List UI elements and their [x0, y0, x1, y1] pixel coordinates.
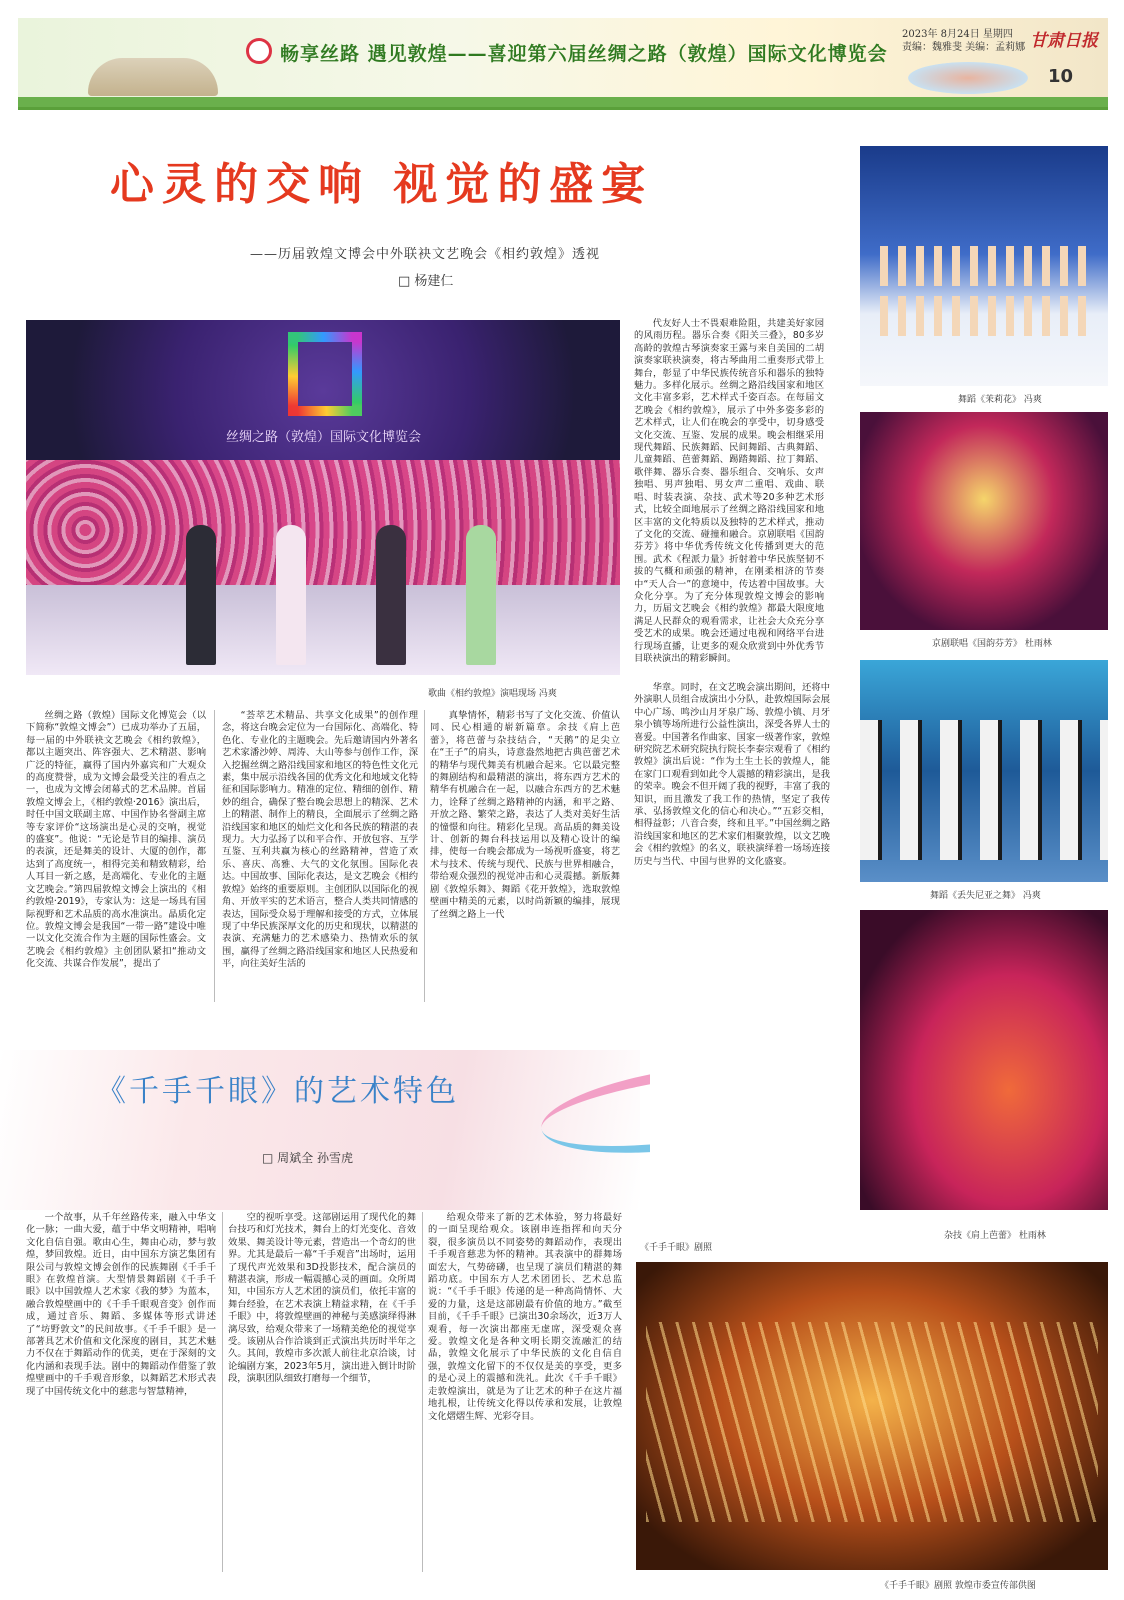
photo-caption: 《千手千眼》剧照 — [640, 1243, 713, 1253]
article-column-4: 代友好人士不畏艰难险阻，共建美好家园的风雨历程。器乐合奏《阳关三叠》，80多岁高龄的敦煌古琴演奏家王露与来自美国的二胡演奏家联袂演奏，将古琴曲用二重奏形式带上舞台，彰显了中华民族传统音乐和器乐的独特魅力。多样化展示。丝绸之路沿线国家和地区文化丰富多彩，艺术样式千姿百态。在每届文艺晚会《相约敦煌》，展示了中外多姿多彩的艺术样式，让人们在晚会的享受中，切身感受文化交流、互鉴、发展的成果。晚会相继采用现代舞蹈、民族舞蹈、民间舞蹈、古典舞蹈、儿童舞蹈、芭蕾舞蹈、踢踏舞蹈、拉丁舞蹈、歌伴舞、器乐合奏、器乐组合、交响乐、女声独唱、男声独唱、男女声二重唱、戏曲、联唱、时装表演、杂技、武术等20多种艺术形式，比较全面地展示了丝绸之路沿线国家和地区丰富的文化特质以及独特的艺术样式，推动了文化的交流、碰撞和融合。京剧联唱《国韵芬芳》将中华优秀传统文化传播到更大的范围。武术《程派力量》折射着中华民族坚韧不拔的气概和顽强的精神，在刚柔相济的节奏中“天人合一”的意境中，传达着中国故事。大众化分享。为了充分体现敦煌文博会的影响力，历届文艺晚会《相约敦煌》都最大限度地满足人民群众的观看需求，让社会大众充分享受艺术的成果。晚会还通过电视和网络平台进行现场直播，让更多的观众欣赏到中外优秀节目联袂演出的精彩瞬间。 — [634, 318, 824, 664]
article2-column-2: 空的视听享受。这部剧运用了现代化的舞台技巧和灯光技术，舞台上的灯光变化、音效效果、舞美设计等元素，营造出一个奇幻的世界。尤其是最后一幕“千手观音”出场时，运用了现代声光效果和3D投影技术，配合演员的精湛表演，形成一幅震撼心灵的画面。众所周知，中国东方人艺术团的演员们，依托丰富的舞台经验，在艺术表演上精益求精，在《千手千眼》中，将敦煌壁画的神秘与美感演绎得淋漓尽致，给观众带来了一场精美绝伦的视觉享受。该剧从合作洽谈到正式演出共历时半年之久。其间，敦煌市多次派人前往北京洽谈，讨论编剧方案，2023年5月，演出进入倒计时阶段，演职团队细致打磨每一个细节， — [228, 1212, 416, 1385]
photo-caption: 京剧联唱《国韵芬芳》 杜雨林 — [932, 639, 1052, 649]
issue-editors: 责编：魏雅斐 美编：孟莉娜 — [902, 42, 1026, 53]
expo-logo-mark — [288, 332, 362, 416]
article-column-5: 华章。同时，在文艺晚会演出期间，还将中外演职人员组合成演出小分队，赴敦煌国际会展中心广场、鸣沙山月牙泉广场、敦煌小镇、月牙泉小镇等场所进行公益性演出，深受各界人士的喜爱。中国著名作曲家、国家一级著作家，敦煌研究院艺术研究院执行院长李泰宗观看了《相约敦煌》演出后说：“作为土生土长的敦煌人，能在家门口观看到如此令人震撼的精彩演出，是我的荣幸。晚会不但开阔了我的视野，丰富了我的知识，而且激发了我工作的热情，坚定了我传承、弘扬敦煌文化的信心和决心。”“五彩交相，相得益彰；八音合奏，终和且平。”中国丝绸之路沿线国家和地区的艺术家们相聚敦煌，以文艺晚会《相约敦煌》的名义，联袂演绎着一场场连接历史与当代、中国与世界的文化盛宴。 — [634, 682, 830, 867]
article-title: 心灵的交响 视觉的盛宴 — [110, 159, 654, 210]
issue-meta — [902, 28, 1025, 54]
expo-emblem-icon — [246, 38, 272, 64]
expo-hall-illustration — [88, 58, 218, 96]
page-number: 10 — [1048, 66, 1074, 87]
performer — [376, 525, 406, 665]
stage-flower-field — [26, 460, 620, 600]
stage-floor — [26, 585, 620, 675]
section-title: 《千手千眼》的艺术特色 — [96, 1074, 459, 1109]
dancer-row — [880, 296, 1090, 336]
banner-grass-strip — [18, 97, 1108, 107]
stage-logo-text: 丝绸之路（敦煌）国际文化博览会 — [226, 430, 422, 445]
article-byline: □ 杨建仁 — [398, 274, 454, 289]
article-column-2: “荟萃艺术精品、共享文化成果”的创作理念，将这台晚会定位为一台国际化、高端化、特色化、专业化的主题晚会。先后邀请国内外著名艺术家潘沙婷、周涛、大山等参与创作工作，深入挖掘丝绸之路沿线国家和地区的特色性文化元素，集中展示沿线各国的优秀文化和地域文化特征和国际影响力。精准的定位、精细的创作、精妙的组合，确保了整台晚会思想上的精深、艺术上的精湛、制作上的精良，全面展示了丝绸之路沿线国家和地区的灿烂文化和各民族的精湛的表现力。大力弘扬了以和平合作、开放包容、互学互鉴、互利共赢为核心的丝路精神，营造了欢乐、喜庆、高雅、大气的文化氛围。国际化表达。中国故事、国际化表达，是文艺晚会《相约敦煌》始终的重要原则。主创团队以国际化的视角、开放平实的艺术语言，整合人类共同情感的表达，国际受众易于理解和接受的方式，立体展现了中华民族深厚文化的历史和现状，以精湛的表演、充满魅力的艺术感染力、热情欢乐的氛围，赢得了丝绸之路沿线国家和地区人民热爱和平，向往美好生活的 — [222, 710, 418, 970]
page-header-banner — [18, 18, 1108, 110]
photo-ribbon-dance — [860, 660, 1108, 882]
photo-stage-performance — [26, 320, 620, 675]
article-subtitle: ——历届敦煌文博会中外联袂文艺晚会《相约敦煌》透视 — [250, 247, 601, 262]
column-divider — [424, 710, 425, 1002]
banner-title: 畅享丝路 遇见敦煌——喜迎第六届丝绸之路（敦煌）国际文化博览会 — [280, 43, 888, 65]
apsara-illustration — [908, 62, 1028, 94]
photo-caption: 歌曲《相约敦煌》演唱现场 冯爽 — [428, 689, 557, 699]
ribbon-swirl — [540, 1048, 650, 1169]
article2-column-1: 一个故事，从千年丝路传来，融入中华文化一脉；一曲大爱，蕴于中华文明精神，唱响文化自信自强。歌由心生，舞由心动，梦与敦煌，梦回敦煌。近日，由中国东方演艺集团有限公司与敦煌文博会创作的民族舞剧《千手千眼》在敦煌首演。大型情景舞蹈剧《千手千眼》以中国敦煌人艺术家《我的梦》为蓝本，融合敦煌壁画中的《千手千眼观音变》创作而成，通过音乐、舞蹈、多媒体等形式讲述了“坊野敦文”的民间故事。《千手千眼》是一部著具艺术价值和文化深度的剧目，其艺术魅力不仅在于舞蹈动作的优美，更在于深刻的文化内涵和表现手法。剧中的舞蹈动作借鉴了敦煌壁画中的千手观音形象，以舞蹈艺术形式表现了中国传统文化中的慈悲与智慧精神， — [26, 1212, 216, 1397]
paper-logo: 甘肃日报 — [1030, 31, 1098, 51]
article2-column-3: 给观众带来了新的艺术体验，努力将最好的一面呈现给观众。该剧串连指挥和向天分裂，很多演员以不同姿势的舞蹈动作，表现出千手观音慈悲为怀的精神。其表演中的群舞场面宏大，气势磅礴，也呈现了演员们精湛的舞蹈功底。中国东方人艺术团团长、艺术总监说：“《千手千眼》传递的是一种高尚情怀、大爱的力量，这是这部剧最有价值的地方。”截至目前，《千手千眼》已演出30余场次，近3万人观看，每一次演出都座无虚席，深受观众喜爱。敦煌文化是各种文明长期交流融汇的结晶，敦煌文化展示了中华民族的文化自信自强，敦煌文化留下的不仅仅是美的享受，更多的是心灵上的震撼和洗礼。此次《千手千眼》走敦煌演出，就是为了让艺术的种子在这片福地扎根，让传统文化得以传承和发展，让敦煌文化熠熠生辉、光彩夺目。 — [428, 1212, 622, 1422]
photo-acrobatic-ballet — [860, 910, 1108, 1210]
photo-apsara-ribbon — [540, 1038, 650, 1238]
column-divider — [422, 1212, 423, 1572]
photo-jasmine-dance — [860, 146, 1108, 386]
article-column-3: 真挚情怀，精彩书写了文化交流、价值认同、民心相通的崭新篇章。余技《肩上芭蕾》，将芭蕾与杂技结合，“天鹅”的足尖立在“王子”的肩头，诗意盎然地把古典芭蕾艺术的精华与现代舞美有机融合起来。它以最完整的舞剧结构和最精湛的演出，将东西方艺术的精华有机融合在一起，以融合东西方的艺术魅力，诠释了丝绸之路精神的内涵，和平之路、开放之路、繁荣之路，表达了人类对美好生活的憧憬和向往。精彩化呈现。高品质的舞美设计、创新的舞台科技运用以及精心设计的编排，使每一台晚会都成为一场视听盛宴，将艺术与技术、传统与现代、民族与世界相融合，带给观众强烈的视觉冲击和心灵震撼。新版舞剧《敦煌乐舞》、舞蹈《花开敦煌》，选取敦煌壁画中精美的元素，以时尚新颖的编排，展现了丝绸之路上一代 — [430, 710, 620, 920]
photo-peking-opera — [860, 412, 1108, 630]
photo-caption: 杂技《肩上芭蕾》 杜雨林 — [944, 1231, 1046, 1241]
article-column-1: 丝绸之路（敦煌）国际文化博览会（以下简称“敦煌文博会”）已成功举办了五届，每一届的中外联袂文艺晚会《相约敦煌》，都以主题突出、阵容强大、艺术精湛、影响广泛的特征，赢得了国内外嘉宾和广大观众的高度赞誉，成为文博会最受关注的看点之一，也成为文博会闭幕式的艺术品牌。首届敦煌文博会上，《相约敦煌·2016》演出后，时任中国文联副主席、中国作协名誉副主席等专家评价“这场演出是心灵的交响，视觉的盛宴”。他说：“无论是节目的编排、演员的表演，还是舞美的设计、大厦的创作，都达到了高度统一，相得完美和精致精彩，给人耳目一新之感，是高端化、专业化的主题文艺晚会。”第四届敦煌文博会上演出的《相约敦煌·2019》，专家认为：这是一场具有国际视野和艺术品质的高水准演出。晶质化定位。敦煌文博会是我国“一带一路”建设中唯一以文化交流合作为主题的国际性盛会。文艺晚会《相约敦煌》主创团队紧扣“推动文化交流、共谋合作发展”，提出了 — [26, 710, 206, 970]
photo-caption: 《千手千眼》剧照 敦煌市委宣传部供图 — [880, 1581, 1036, 1591]
performer — [186, 525, 216, 665]
dancer-row — [860, 720, 1108, 860]
column-divider — [222, 1212, 223, 1572]
section-byline: □ 周斌全 孙雪虎 — [262, 1151, 353, 1165]
performer — [466, 525, 496, 665]
photo-thousand-hands — [636, 1262, 1108, 1570]
dancer-arms — [646, 1322, 1098, 1522]
issue-date: 2023年 8月24日 星期四 — [902, 29, 1013, 40]
performer — [276, 525, 306, 665]
column-divider — [214, 710, 215, 1002]
photo-caption: 舞蹈《丢失尼亚之舞》 冯爽 — [930, 891, 1041, 901]
photo-caption: 舞蹈《茉莉花》 冯爽 — [958, 395, 1042, 405]
dancer-row — [880, 246, 1090, 286]
